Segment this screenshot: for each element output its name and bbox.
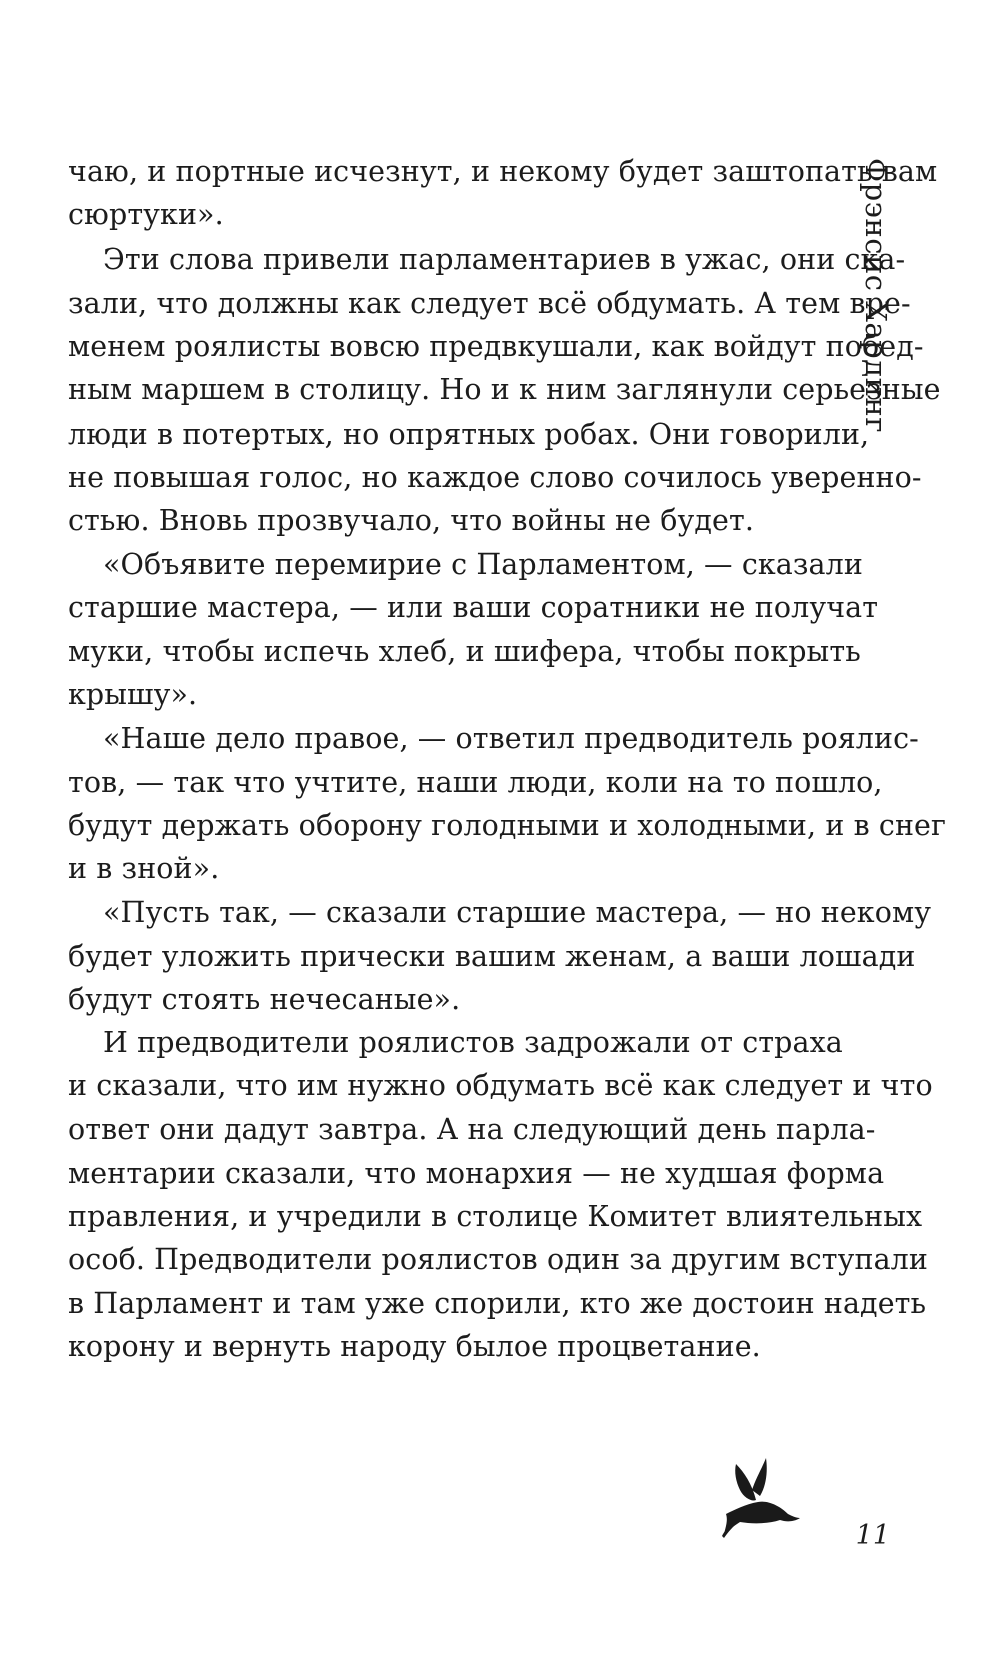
running-head-author: Фрэнсис Хардинг (859, 158, 893, 433)
text-line: ным маршем в столицу. Но и к ним заглянули серьезные (68, 373, 941, 406)
text-line: особ. Предводители роялистов один за другим вступали (68, 1243, 928, 1276)
text-line: менем роялисты вовсю предвкушали, как войдут побед- (68, 330, 924, 363)
text-line: будут держать оборону голодными и холодными, и в снег (68, 809, 947, 842)
text-line: старшие мастера, — или ваши соратники не получат (68, 591, 879, 624)
text-line: в Парламент и там уже спорили, кто же достоин надеть (68, 1287, 927, 1320)
text-line: зали, что должны как следует всё обдумать. А тем вре- (68, 287, 911, 320)
text-line: правления, и учредили в столице Комитет влиятельных (68, 1200, 923, 1233)
text-line: будет уложить прически вашим женам, а ваши лошади (68, 940, 916, 973)
text-line: стью. Вновь прозвучало, что войны не будет. (68, 504, 755, 537)
text-line: не повышая голос, но каждое слово сочилось уверенно- (68, 461, 922, 494)
text-line: «Объявите перемирие с Парламентом, — сказали (103, 548, 863, 581)
text-line: Эти слова привели парламентариев в ужас, они ска- (103, 243, 906, 276)
text-line: чаю, и портные исчезнут, и некому будет заштопать вам (68, 155, 938, 188)
text-line: ответ они дадут завтра. А на следующий день парла- (68, 1113, 876, 1146)
text-line: «Пусть так, — сказали старшие мастера, — но некому (103, 896, 932, 929)
flying-bird-icon (722, 1450, 802, 1546)
text-line: и в зной». (68, 852, 220, 885)
text-line: муки, чтобы испечь хлеб, и шифера, чтобы покрыть (68, 635, 861, 668)
text-line: И предводители роялистов задрожали от страха (103, 1026, 843, 1059)
text-line: корону и вернуть народу былое процветание. (68, 1330, 761, 1363)
text-line: и сказали, что им нужно обдумать всё как следует и что (68, 1069, 933, 1102)
page-number: 11 (855, 1520, 890, 1551)
text-line: люди в потертых, но опрятных робах. Они говорили, (68, 418, 870, 451)
text-line: будут стоять нечесаные». (68, 983, 461, 1016)
text-line: сюртуки». (68, 198, 224, 231)
text-line: тов, — так что учтите, наши люди, коли на то пошло, (68, 766, 883, 799)
text-line: «Наше дело правое, — ответил предводитель роялис- (103, 722, 919, 755)
text-line: ментарии сказали, что монархия — не худшая форма (68, 1157, 885, 1190)
text-line: крышу». (68, 678, 198, 711)
